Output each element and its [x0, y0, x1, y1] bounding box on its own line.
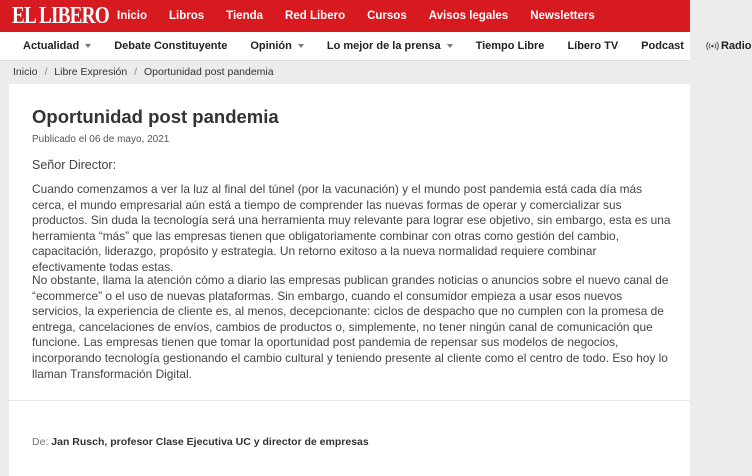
breadcrumb-current: Oportunidad post pandemia	[144, 66, 274, 78]
nav-podcast[interactable]	[641, 40, 684, 52]
top-nav-red-libero[interactable]: Red Libero	[285, 10, 346, 22]
article-author	[32, 436, 369, 448]
nav-debate-label: Debate Constituyente	[114, 40, 228, 52]
breadcrumb	[13, 66, 274, 78]
nav-lo-mejor-label: Lo mejor de la prensa	[326, 40, 441, 52]
nav-opinion[interactable]	[250, 40, 304, 52]
author-label: De:	[32, 436, 49, 448]
top-nav-tienda[interactable]: Tienda	[226, 10, 264, 22]
top-nav	[117, 0, 617, 32]
nav-radio-label: Radio	[720, 40, 752, 52]
nav-tiempo-libre[interactable]	[476, 40, 545, 52]
top-nav-libros[interactable]: Libros	[169, 10, 205, 22]
nav-actualidad[interactable]	[23, 40, 91, 52]
site-logo[interactable]: EL LIBERO	[12, 3, 109, 29]
nav-radio[interactable]	[707, 40, 752, 52]
nav-tiempo-libre-label: Tiempo Libre	[475, 40, 545, 52]
chevron-down-icon	[447, 44, 453, 48]
top-nav-newsletters[interactable]: Newsletters	[530, 10, 595, 22]
top-nav-avisos-legales[interactable]: Avisos legales	[428, 10, 509, 22]
chevron-down-icon	[85, 44, 91, 48]
breadcrumb-inicio[interactable]: Inicio	[13, 66, 38, 78]
top-nav-inicio[interactable]: Inicio	[117, 10, 148, 22]
author-name: Jan Rusch, profesor Clase Ejecutiva UC y director de empresas	[51, 436, 369, 448]
nav-opinion-label: Opinión	[250, 40, 292, 52]
nav-actualidad-label: Actualidad	[23, 40, 80, 52]
article-greeting: Señor Director:	[32, 158, 117, 172]
radio-broadcast-icon	[707, 41, 718, 51]
nav-debate-constituyente[interactable]	[114, 40, 227, 52]
nav-libero-tv-label: Líbero TV	[567, 40, 619, 52]
top-nav-cursos[interactable]: Cursos	[367, 10, 407, 22]
article-card	[9, 84, 690, 476]
nav-podcast-label: Podcast	[641, 40, 684, 52]
article-paragraph: No obstante, llama la atención cómo a diario las empresas publican grandes noticias o anuncios sobre el nuevo canal de “ecommerce” o el uso de nuevas plataformas. Sin embargo, cuando el consumidor empieza a usar esos nuevos servicios, la experiencia de cliente es, al menos, decepcionante: ciclos de despacho que no cumplen con la promesa de entrega, cancelaciones de envíos, cambios de productos o, simplemente, no tener ningún canal de comunicación que funcione. Las empresas tienen que tomar la oportunidad post pandemia de repensar sus modelos de negocios, incorporando tecnología gestionando el cambio cultural y teniendo presente al cliente como el centro de todo. Eso hoy lo llaman Transformación Digital.	[32, 273, 669, 381]
top-bar	[0, 0, 690, 32]
nav-lo-mejor-de-la-prensa[interactable]	[327, 40, 453, 52]
breadcrumb-libre-expresion[interactable]: Libre Expresión	[54, 66, 128, 78]
article-date: Publicado el 06 de mayo, 2021	[32, 134, 170, 145]
chevron-down-icon	[298, 44, 304, 48]
secondary-nav	[0, 32, 752, 61]
nav-libero-tv[interactable]	[567, 40, 618, 52]
article-title: Oportunidad post pandemia	[32, 106, 279, 127]
breadcrumb-separator: /	[44, 66, 48, 78]
breadcrumb-separator: /	[134, 66, 138, 78]
divider	[9, 400, 690, 401]
article-paragraph: Cuando comenzamos a ver la luz al final del túnel (por la vacunación) y el mundo post pandemia está cada día más cerca, el mundo empresarial aún está a tiempo de comprender las nuevas formas de operar y comercializar sus productos. Sin duda la tecnología será una herramienta muy relevante para lograr ese objetivo, sin embargo, esta es una herramienta “más” que las empresas tienen que obligatoriamente combinar con otras como gestión del cambio, capacitación, liderazgo, propósito y estrategia. Un retorno exitoso a la nueva normalidad requiere combinar efectivamente todas estas.	[32, 182, 671, 274]
